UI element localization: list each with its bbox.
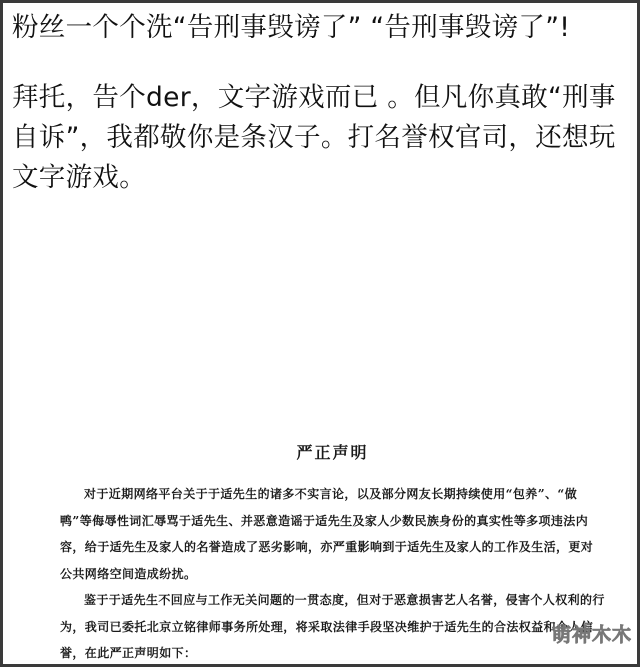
watermark: 萌神木木 (551, 624, 632, 646)
post-paragraph: 拜托，告个der，文字游戏而已 。但凡你真敢“刑事自诉”，我都敬你是条汉子。打名誉权官司，还想玩文字游戏。 (12, 82, 616, 193)
post-paragraph: 粉丝一个个洗“告刑事毁谤了” “告刑事毁谤了”! (12, 12, 571, 43)
statement-document (60, 440, 605, 667)
document-paragraph: 对于近期网络平台关于于适先生的诸多不实言论，以及部分网友长期持续使用“包养”、“做鸭”等侮辱性词汇辱骂于适先生、并恶意造谣于适先生及家人少数民族身份的真实性等多项违法内容，给于适先生及家人的名誉造成了恶劣影响，亦严重影响到于适先生及家人的工作及生活，更对公共网络空间造成纷扰。 (60, 487, 594, 581)
document-title: 严正声明 (296, 443, 369, 462)
document-paragraph: 鉴于于适先生不回应与工作无关问题的一贯态度，但对于恶意损害艺人名誉，侵害个人权利的行为，我司已委托北京立铭律师事务所处理，将采取法律手段坚决维护于适先生的合法权益和个人信誉，在此严正声明如下： (60, 593, 605, 660)
post-text (12, 8, 624, 228)
